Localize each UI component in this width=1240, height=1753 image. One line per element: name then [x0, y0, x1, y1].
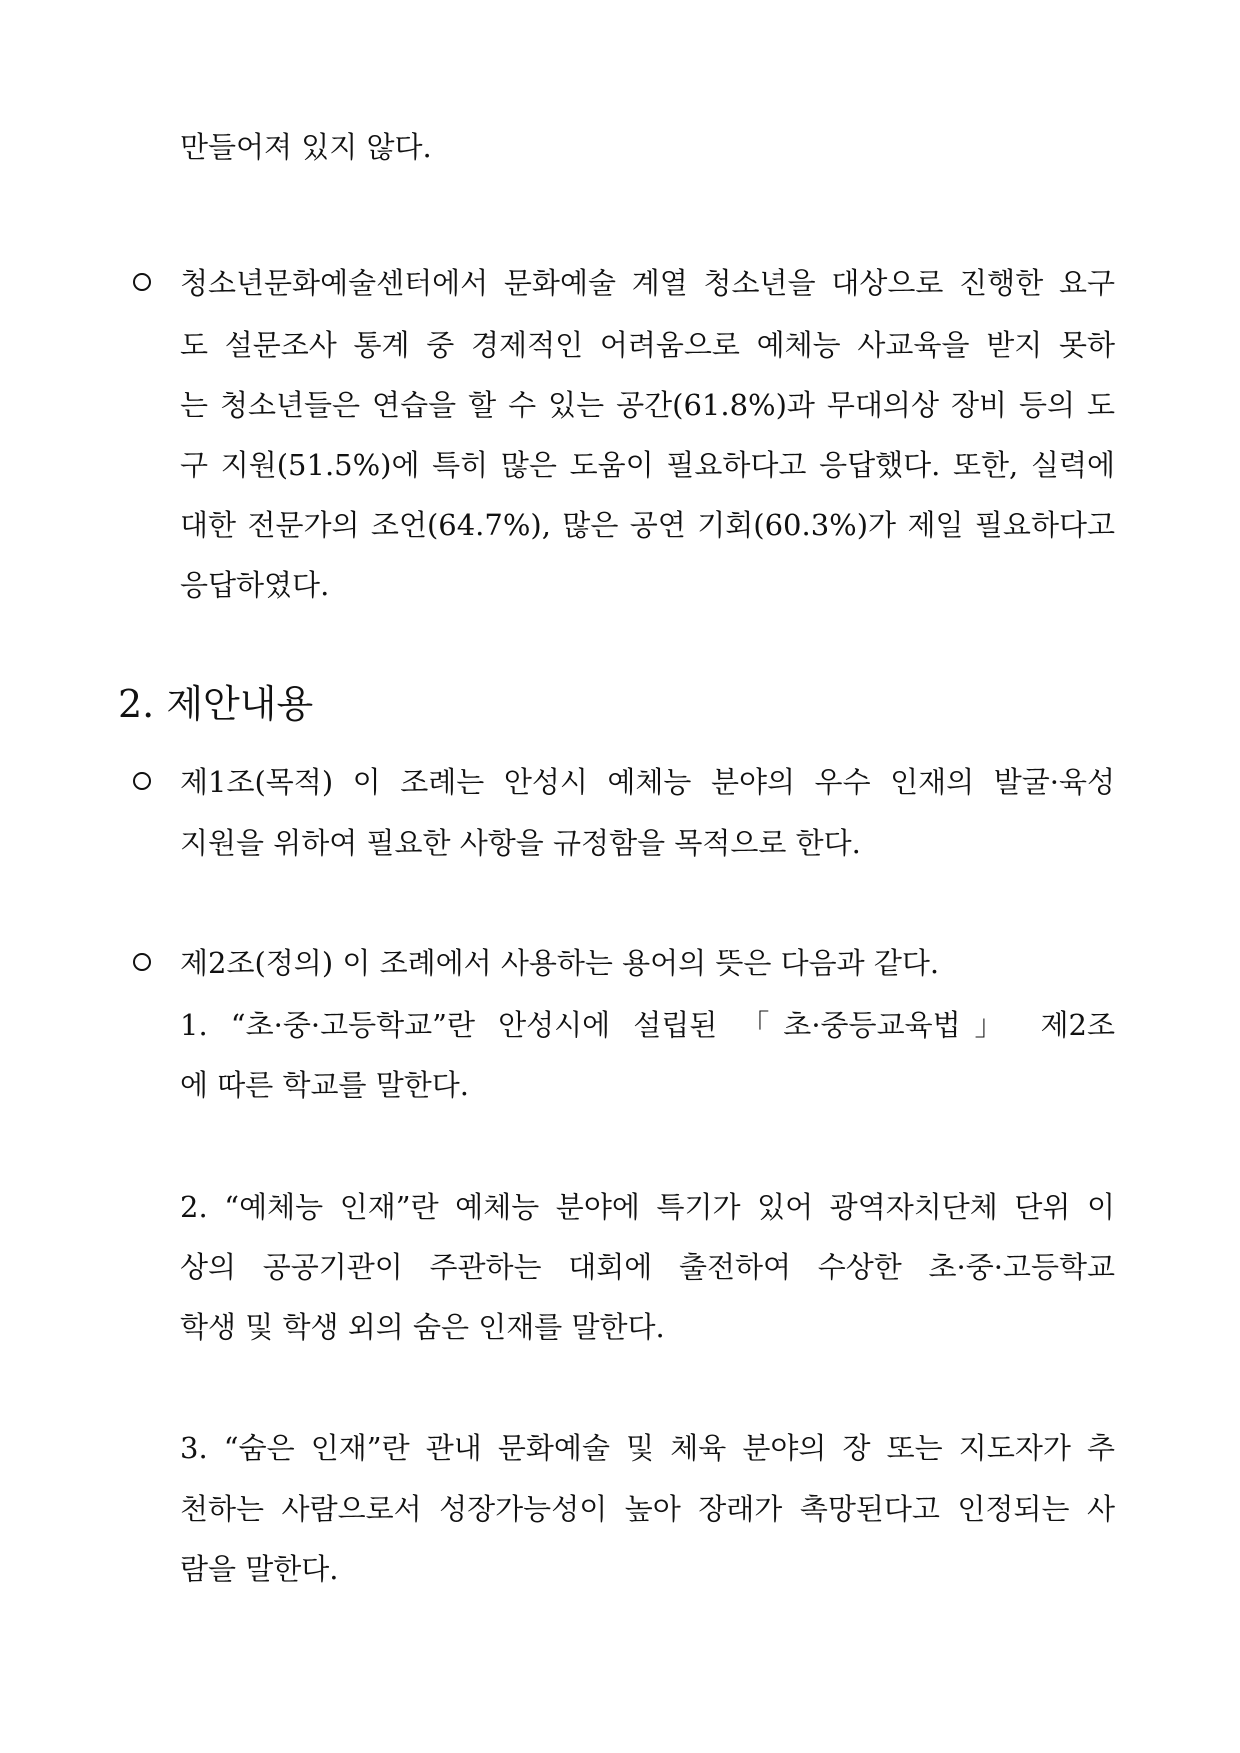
survey-line-5: 대한 전문가의 조언(64.7%), 많은 공연 기회(60.3%)가 제일 필요하다고	[180, 508, 1115, 542]
survey-line-4: 구 지원(51.5%)에 특히 많은 도움이 필요하다고 응답했다. 또한, 실력에	[180, 448, 1115, 482]
article2-item3-line-1: 3. “숨은 인재”란 관내 문화예술 및 체육 분야의 장 또는 지도자가 추	[180, 1431, 1115, 1465]
article2-item1-line-2: 에 따른 학교를 말한다.	[180, 1068, 469, 1102]
article2-item3-line-2: 천하는 사람으로서 성장가능성이 높아 장래가 촉망된다고 인정되는 사	[180, 1492, 1115, 1526]
bullet-circle-icon	[133, 953, 151, 971]
bullet-circle-icon	[133, 772, 151, 790]
article2-item3-line-3: 람을 말한다.	[180, 1552, 339, 1586]
survey-line-2: 도 설문조사 통계 중 경제적인 어려움으로 예체능 사교육을 받지 못하	[180, 328, 1115, 362]
article2-item2-line-3: 학생 및 학생 외의 숨은 인재를 말한다.	[180, 1310, 665, 1344]
section-heading: 2. 제안내용	[118, 682, 314, 726]
article2-item2-line-2: 상의 공공기관이 주관하는 대회에 출전하여 수상한 초·중·고등학교	[180, 1250, 1115, 1284]
article1-line-2: 지원을 위하여 필요한 사항을 규정함을 목적으로 한다.	[180, 826, 861, 860]
bullet-circle-icon	[133, 273, 151, 291]
survey-line-1: 청소년문화예술센터에서 문화예술 계열 청소년을 대상으로 진행한 요구	[180, 266, 1115, 300]
article1-line-1: 제1조(목적) 이 조례는 안성시 예체능 분야의 우수 인재의 발굴·육성	[180, 765, 1115, 799]
survey-line-6: 응답하였다.	[180, 568, 330, 602]
article2-item1-line-1: 1. “초·중·고등학교”란 안성시에 설립된 「초·중등교육법」 제2조	[180, 1008, 1115, 1042]
article2-item2-line-1: 2. “예체능 인재”란 예체능 분야에 특기가 있어 광역자치단체 단위 이	[180, 1190, 1115, 1224]
intro-line-1: 만들어져 있지 않다.	[180, 130, 432, 164]
survey-line-3: 는 청소년들은 연습을 할 수 있는 공간(61.8%)과 무대의상 장비 등의 도	[180, 388, 1115, 422]
article2-line-1: 제2조(정의) 이 조례에서 사용하는 용어의 뜻은 다음과 같다.	[180, 946, 940, 980]
